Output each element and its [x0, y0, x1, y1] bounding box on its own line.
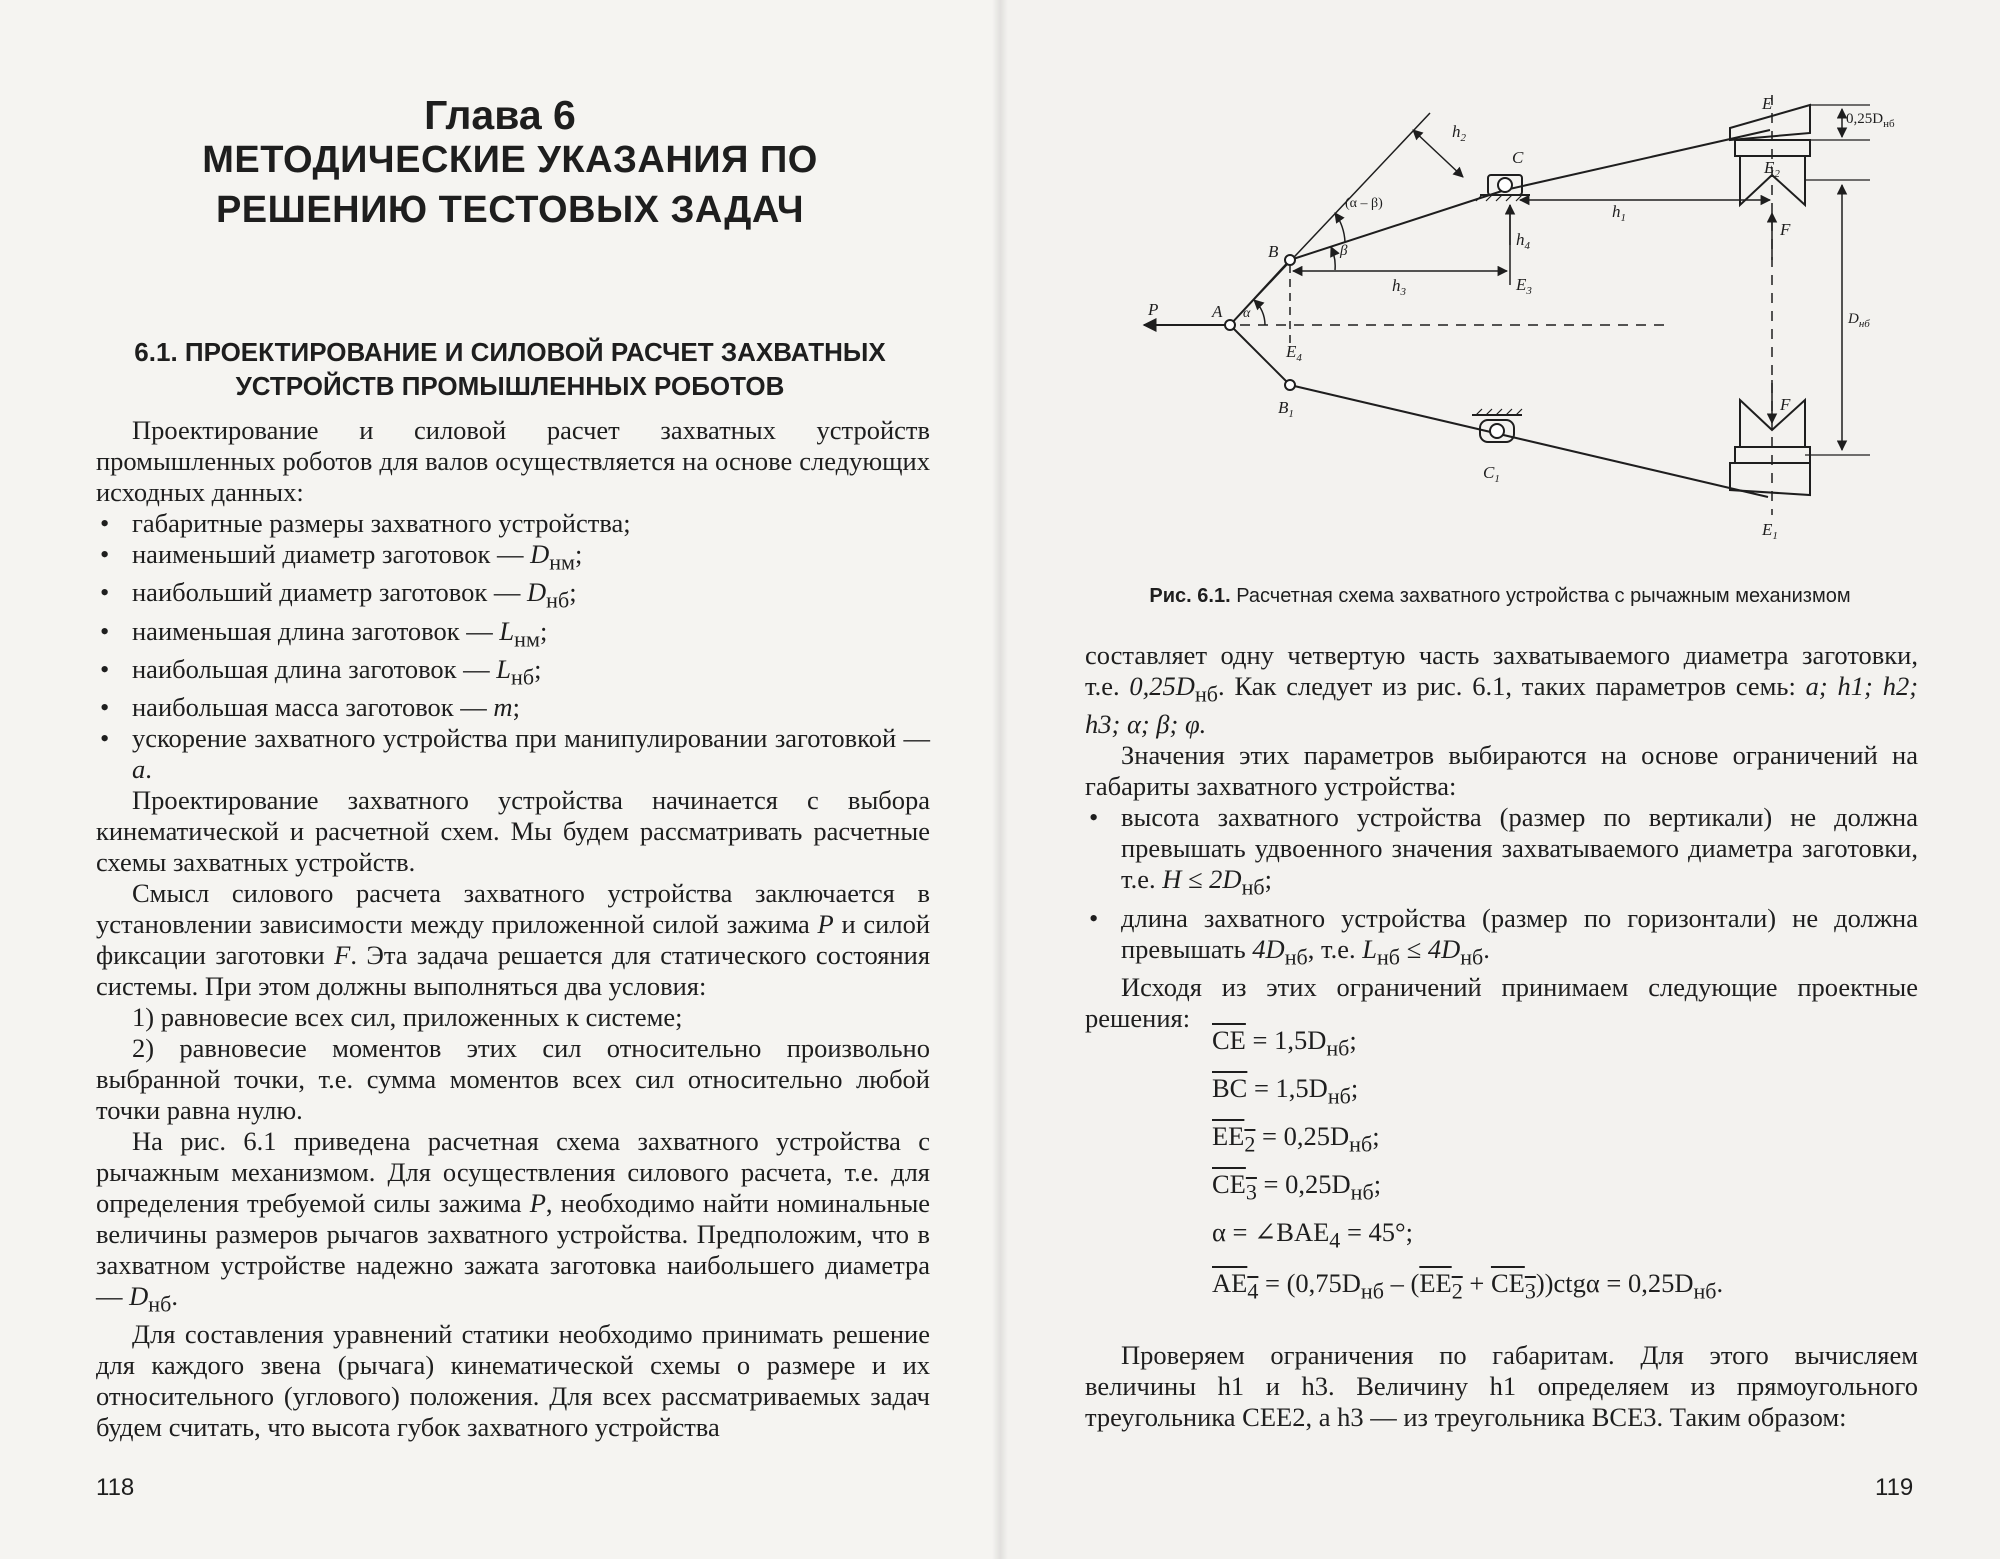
- intro-paragraph: Проектирование и силовой расчет захватных устройств промышленных роботов для валов осуществляется на основе следующих исходных данных:: [96, 415, 930, 507]
- label-c: C: [1512, 148, 1524, 167]
- condition-1: 1) равновесие всех сил, приложенных к системе;: [132, 1002, 683, 1033]
- label-f-bottom: F: [1780, 395, 1791, 414]
- label-b1: $B_1$: [1278, 398, 1294, 420]
- formula-alpha: $\alpha = \angle BAE_4 = 45^\circ$;: [1212, 1217, 1413, 1253]
- formula-ce3: $CE_3 = 0,25D_{нб}$;: [1212, 1169, 1382, 1205]
- bullet-acceleration: • ускорение захватного устройства при манипулировании заготовкой — a.: [96, 723, 930, 785]
- alpha-beta-arc: [1335, 213, 1345, 242]
- link-b1-c1-e1: [1290, 385, 1768, 497]
- design-paragraph: Проектирование захватного устройства начинается с выбора кинематической и расчетной схем. Мы будем рассматривать расчетные схемы захватных устройств.: [96, 785, 930, 878]
- label-f-top: F: [1780, 220, 1791, 239]
- check-paragraph: Проверяем ограничения по габаритам. Для этого вычисляем величины h1 и h3. Величину h1 определяем из прямоугольного треугольника CEE2, а h3 — из треугольника BCE3. Таким образом:: [1085, 1340, 1918, 1432]
- figure-reference-paragraph: На рис. 6.1 приведена расчетная схема захватного устройства с рычажным механизмом. Для осуществления силового расчета, т.е. для определения требуемой силы зажима P, необходимо найти номинальные величины размеров рычагов захватного устройства. Предположим, что в захватном устройстве надежно зажата заготовка наибольшего диаметра — $D_{нб}$.: [96, 1126, 931, 1317]
- label-h4: $h_4$: [1516, 230, 1530, 252]
- label-c1: $C_1$: [1483, 463, 1500, 485]
- bullet-max-mass: • наибольшая масса заготовок — m;: [96, 692, 930, 723]
- label-b: B: [1268, 242, 1279, 261]
- bullet-max-diameter: • наибольший диаметр заготовок — $D_{нб}$;: [96, 577, 930, 615]
- bullet-min-diameter: • наименьший диаметр заготовок — $D_{нм}$;: [96, 539, 930, 577]
- lower-jaw-plate: [1730, 463, 1810, 495]
- label-e3: $E_3$: [1516, 275, 1532, 297]
- statics-paragraph: Для составления уравнений статики необходимо принимать решение для каждого звена (рычага) кинематической схемы о размере и их относительного (углового) положения. Для всех рассматриваемых задач будем считать, что высота губок захватного устройства: [96, 1319, 930, 1443]
- figure-gripper-scheme: [1130, 94, 1895, 575]
- book-spine: [992, 0, 1008, 1559]
- alpha-arc: [1254, 300, 1265, 325]
- continuation-paragraph: составляет одну четвертую часть захватываемого диаметра заготовки, т.е. $0,25D_{нб}$. Как следует из рис. 6.1, таких параметров семь: a; h1; h2; h3; α; β; φ.: [1085, 640, 1919, 740]
- label-alpha-minus-beta: (α – β): [1345, 196, 1383, 211]
- bullet-dimensions: • габаритные размеры захватного устройства;: [96, 508, 930, 539]
- length-constraint-bullet: • длина захватного устройства (размер по горизонтали) не должна превышать $4D_{нб}$, т.е. $L_{нб} \le 4D_{нб}$.: [1085, 903, 1918, 972]
- right-body-text: [1085, 640, 1918, 1034]
- label-p: P: [1148, 300, 1159, 319]
- label-a: A: [1212, 302, 1223, 321]
- page-number-right: 119: [1875, 1474, 1914, 1501]
- formula-ae4: $AE_4 = (0,75D_{нб} - (EE_2 + CE_3))ctg\alpha = 0,25D_{нб}$.: [1212, 1268, 1724, 1304]
- link-bc: [1290, 190, 1505, 260]
- figure-caption: [1000, 585, 2000, 608]
- label-e2: $E_2$: [1764, 158, 1780, 180]
- values-paragraph: Значения этих параметров выбираются на основе ограничений на габариты захватного устройства:: [1085, 740, 1918, 802]
- section-title: 6.1. ПРОЕКТИРОВАНИЕ И СИЛОВОЙ РАСЧЕТ ЗАХВАТНЫХ УСТРОЙСТВ ПРОМЫШЛЕННЫХ РОБОТОВ: [134, 337, 886, 401]
- label-e: E: [1762, 94, 1773, 113]
- joint-c1: [1490, 424, 1504, 438]
- joint-b1: [1285, 380, 1295, 390]
- label-h1: $h_1$: [1612, 202, 1626, 224]
- condition-2: 2) равновесие моментов этих сил относительно произвольно выбранной точки, т.е. сумма моментов всех сил относительно любой точки равна нулю.: [96, 1033, 930, 1126]
- check-text: [1085, 1340, 1918, 1433]
- left-body-text: [96, 415, 930, 1443]
- label-alpha: α: [1243, 306, 1251, 321]
- figure-caption-text: Расчетная схема захватного устройства с рычажным механизмом: [1236, 585, 1851, 607]
- label-h3: $h_3$: [1392, 276, 1406, 298]
- label-e1: $E_1$: [1762, 520, 1778, 542]
- height-constraint-bullet: • высота захватного устройства (размер по вертикали) не должна превышать удвоенного значения захватываемого диаметра заготовки, т.е. $H \le 2D_{нб}$;: [1085, 802, 1918, 902]
- joint-c: [1498, 178, 1512, 192]
- figure-caption-label: Рис. 6.1.: [1149, 585, 1231, 607]
- bullet-max-length: • наибольшая длина заготовок — $L_{нб}$;: [96, 654, 930, 692]
- beta-arc: [1331, 247, 1335, 270]
- label-beta: β: [1340, 243, 1348, 259]
- formula-bc: $\overline{BC} = 1,5D_{нб}$;: [1212, 1073, 1359, 1109]
- label-dim-025: $0,25D_{нб}$: [1846, 111, 1895, 130]
- decisions-paragraph: Исходя из этих ограничений принимаем следующие проектные решения:: [1085, 971, 1918, 1033]
- chapter-title: МЕТОДИЧЕСКИЕ УКАЗАНИЯ ПО РЕШЕНИЮ ТЕСТОВЫХ ЗАДАЧ: [202, 139, 818, 231]
- meaning-paragraph: Смысл силового расчета захватного устройства заключается в установлении зависимости между приложенной силой зажима P и силой фиксации заготовки F. Эта задача решается для статического состояния системы. При этом должны выполняться два условия:: [96, 878, 931, 1002]
- bullet-min-length: • наименьшая длина заготовок — $L_{нм}$;: [96, 616, 930, 654]
- page-number-left: 118: [96, 1474, 135, 1501]
- chapter-number: Глава 6: [424, 92, 576, 138]
- joint-b: [1285, 255, 1295, 265]
- label-h2: $h_2$: [1452, 122, 1466, 144]
- label-dim-d: $D_{нб}$: [1848, 311, 1870, 330]
- formula-ee2: $EE_2 = 0,25D_{нб}$;: [1212, 1121, 1380, 1157]
- link-ab1: [1230, 325, 1290, 385]
- link-ab: [1230, 260, 1290, 325]
- label-e4: $E_4$: [1286, 342, 1302, 364]
- formula-ce: $\overline{CE} = 1,5D_{нб}$;: [1212, 1025, 1357, 1061]
- joint-a: [1225, 320, 1235, 330]
